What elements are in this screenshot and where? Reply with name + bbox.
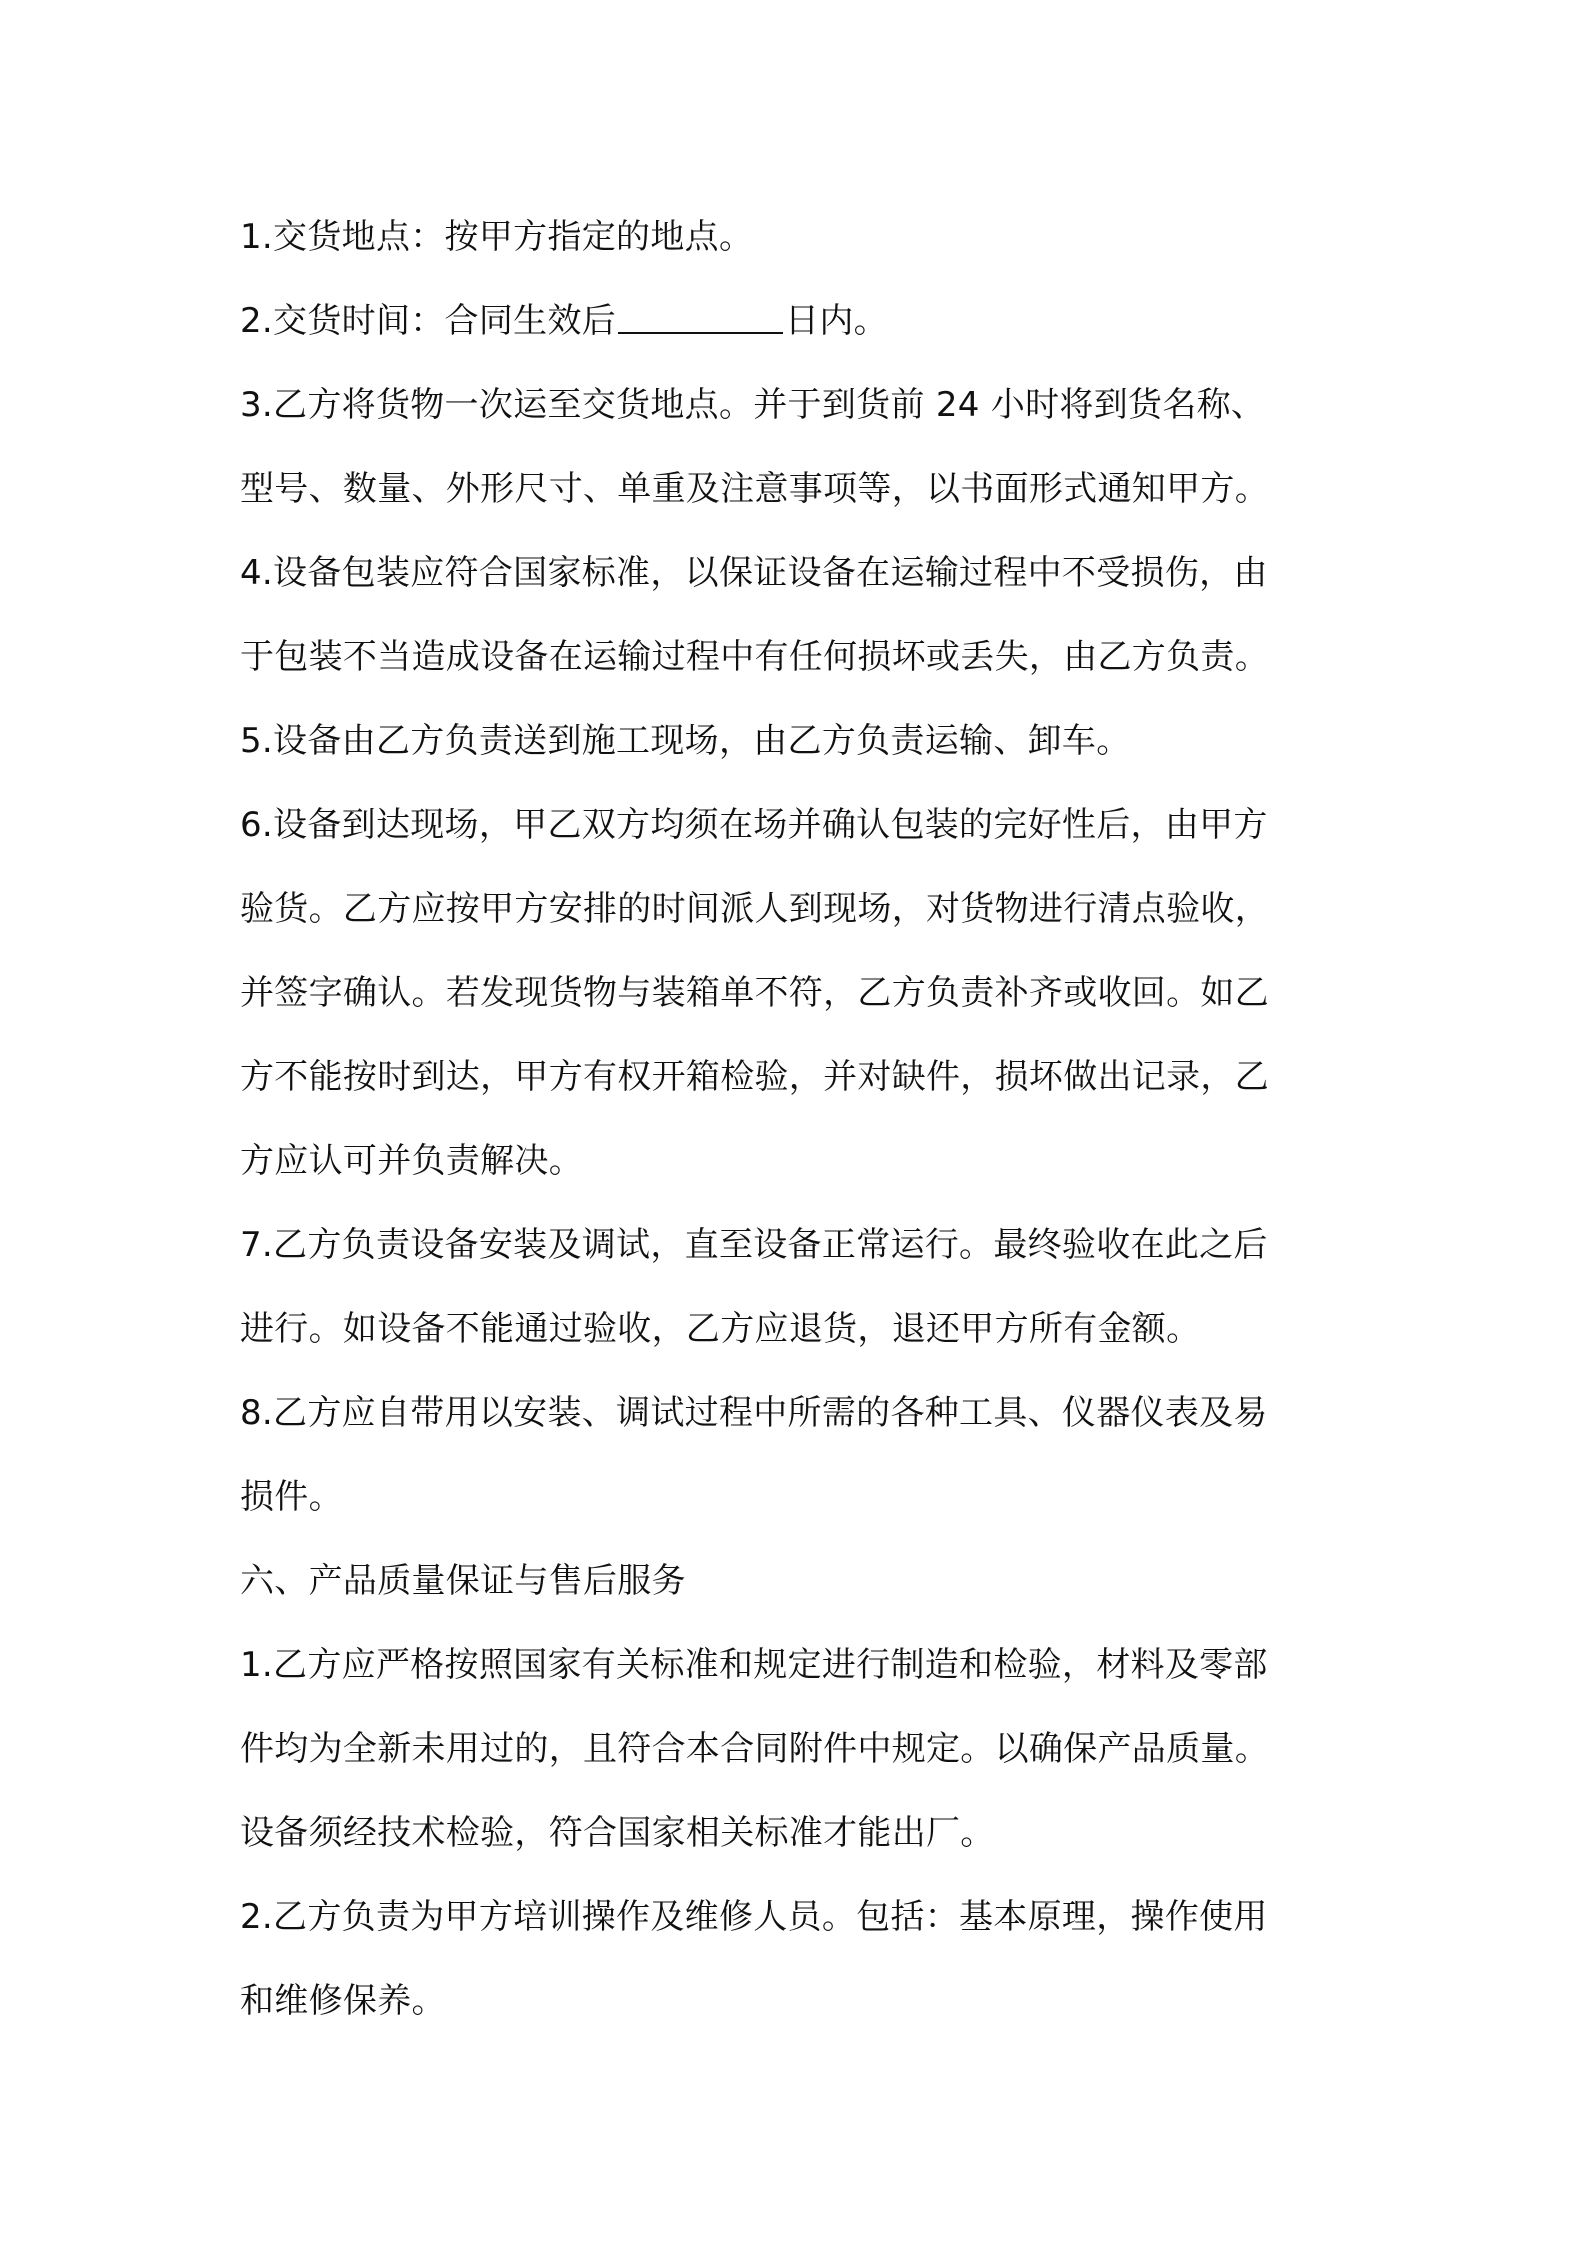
paragraph-line: 件均为全新未用过的，且符合本合同附件中规定。以确保产品质量。 <box>240 1729 1269 1769</box>
paragraph-line: 于包装不当造成设备在运输过程中有任何损坏或丢失，由乙方负责。 <box>240 637 1269 677</box>
paragraph-line: 型号、数量、外形尺寸、单重及注意事项等，以书面形式通知甲方。 <box>240 469 1269 509</box>
paragraph-line: 和维修保养。 <box>240 1981 446 2021</box>
paragraph-line-delivery-time <box>240 279 1355 363</box>
paragraph-line: 方不能按时到达，甲方有权开箱检验，并对缺件，损坏做出记录，乙 <box>240 1057 1269 1097</box>
paragraph-line: 3.乙方将货物一次运至交货地点。并于到货前 24 小时将到货名称、 <box>240 385 1266 425</box>
contract-body <box>240 195 1355 2043</box>
paragraph-line: 设备须经技术检验，符合国家相关标准才能出厂。 <box>240 1813 995 1853</box>
paragraph-line: 验货。乙方应按甲方安排的时间派人到现场，对货物进行清点验收， <box>240 889 1269 929</box>
paragraph-line: 2.乙方负责为甲方培训操作及维修人员。包括：基本原理，操作使用 <box>240 1897 1268 1937</box>
paragraph-line: 1.乙方应严格按照国家有关标准和规定进行制造和检验，材料及零部 <box>240 1645 1268 1685</box>
text-segment: 2.交货时间：合同生效后 <box>240 301 617 341</box>
paragraph-line: 6.设备到达现场，甲乙双方均须在场并确认包装的完好性后，由甲方 <box>240 805 1268 845</box>
paragraph-line: 损件。 <box>240 1477 343 1517</box>
paragraph-line: 4.设备包装应符合国家标准，以保证设备在运输过程中不受损伤，由 <box>240 553 1268 593</box>
paragraph-line: 方应认可并负责解决。 <box>240 1141 583 1181</box>
paragraph-line: 并签字确认。若发现货物与装箱单不符，乙方负责补齐或收回。如乙 <box>240 973 1269 1013</box>
paragraph-line: 进行。如设备不能通过验收，乙方应退货，退还甲方所有金额。 <box>240 1309 1201 1349</box>
section-heading: 六、产品质量保证与售后服务 <box>240 1561 686 1601</box>
paragraph-line: 7.乙方负责设备安装及调试，直至设备正常运行。最终验收在此之后 <box>240 1225 1268 1265</box>
paragraph-line: 1.交货地点：按甲方指定的地点。 <box>240 217 754 257</box>
fill-in-blank <box>618 288 783 334</box>
text-segment: 日内。 <box>785 301 888 341</box>
paragraph-line: 5.设备由乙方负责送到施工现场，由乙方负责运输、卸车。 <box>240 721 1131 761</box>
paragraph-line: 8.乙方应自带用以安装、调试过程中所需的各种工具、仪器仪表及易 <box>240 1393 1268 1433</box>
